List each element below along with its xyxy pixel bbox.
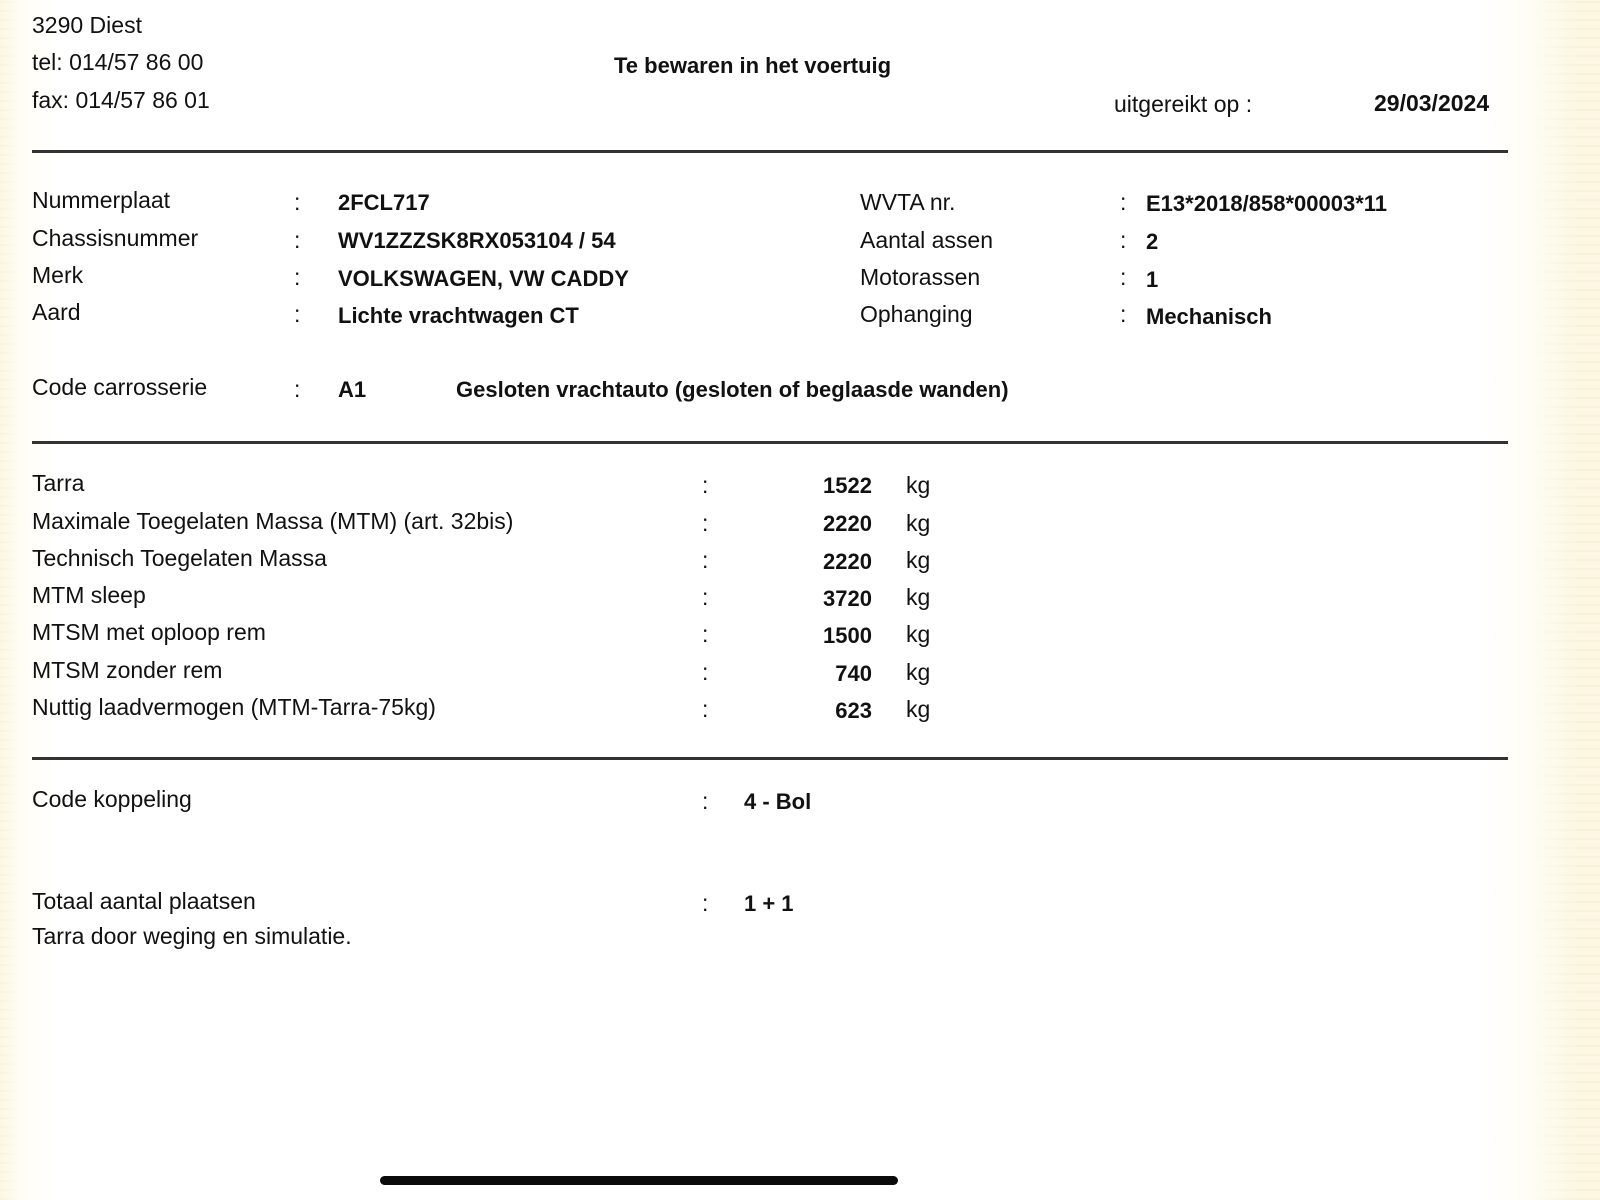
separator: :: [702, 696, 709, 722]
fax: fax: 014/57 86 01: [32, 87, 210, 113]
separator: :: [294, 264, 301, 290]
separator: :: [702, 510, 709, 536]
issued-date: 29/03/2024: [1374, 90, 1490, 116]
make-value: VOLKSWAGEN, VW CADDY: [338, 266, 629, 291]
chassis-value: WV1ZZZSK8RX053104 / 54: [338, 228, 616, 253]
mass-unit: kg: [906, 584, 931, 610]
seats-value: 1 + 1: [744, 891, 794, 916]
plate-label: Nummerplaat: [32, 187, 171, 213]
separator: :: [1120, 301, 1127, 327]
divider: [32, 150, 1508, 153]
separator: :: [1120, 189, 1127, 215]
mass-unit: kg: [906, 696, 931, 722]
mass-unit: kg: [906, 659, 931, 685]
axles-label: Aantal assen: [860, 227, 993, 253]
mass-value: 3720: [823, 586, 872, 611]
separator: :: [702, 472, 709, 498]
separator: :: [294, 189, 301, 215]
separator: :: [294, 227, 301, 253]
separator: :: [702, 547, 709, 573]
mass-value: 2220: [823, 549, 872, 574]
mass-label: MTSM met oploop rem: [32, 619, 266, 645]
mass-value: 2220: [823, 511, 872, 536]
body-code-description: Gesloten vrachtauto (gesloten of beglaasde wanden): [456, 377, 1009, 402]
coupling-label: Code koppeling: [32, 786, 192, 812]
body-code-label: Code carrosserie: [32, 374, 208, 400]
mass-label: MTSM zonder rem: [32, 657, 223, 683]
separator: :: [702, 621, 709, 647]
mass-unit: kg: [906, 547, 931, 573]
home-indicator[interactable]: [380, 1176, 898, 1185]
tare-note: Tarra door weging en simulatie.: [32, 923, 352, 949]
divider: [32, 441, 1508, 444]
separator: :: [1120, 264, 1127, 290]
plate-value: 2FCL717: [338, 190, 430, 215]
seats-label: Totaal aantal plaatsen: [32, 888, 256, 914]
separator: :: [702, 659, 709, 685]
mass-value: 740: [835, 661, 872, 686]
separator: :: [702, 890, 709, 916]
axles-value: 2: [1146, 229, 1159, 254]
mass-value: 1500: [823, 623, 872, 648]
suspension-label: Ophanging: [860, 301, 973, 327]
drive-axles-label: Motorassen: [860, 264, 981, 290]
suspension-value: Mechanisch: [1146, 304, 1272, 329]
body-code-value: A1: [338, 377, 367, 402]
divider: [32, 757, 1508, 760]
separator: :: [1120, 227, 1127, 253]
wvta-label: WVTA nr.: [860, 189, 956, 215]
separator: :: [294, 301, 301, 327]
mass-unit: kg: [906, 472, 931, 498]
issued-label: uitgereikt op :: [1114, 91, 1253, 117]
mass-value: 1522: [823, 473, 872, 498]
mass-label: MTM sleep: [32, 582, 146, 608]
type-label: Aard: [32, 299, 81, 325]
mass-label: Nuttig laadvermogen (MTM-Tarra-75kg): [32, 694, 436, 720]
chassis-label: Chassisnummer: [32, 225, 199, 251]
telephone: tel: 014/57 86 00: [32, 49, 204, 75]
mass-unit: kg: [906, 510, 931, 536]
mass-label: Maximale Toegelaten Massa (MTM) (art. 32bis): [32, 508, 514, 534]
drive-axles-value: 1: [1146, 267, 1159, 292]
mass-value: 623: [835, 698, 872, 723]
mass-unit: kg: [906, 621, 931, 647]
make-label: Merk: [32, 262, 84, 288]
wvta-value: E13*2018/858*00003*11: [1146, 191, 1388, 216]
separator: :: [294, 376, 301, 402]
address: 3290 Diest: [32, 12, 142, 38]
document-title: Te bewaren in het voertuig: [614, 53, 892, 78]
coupling-value: 4 - Bol: [744, 789, 812, 814]
separator: :: [702, 788, 709, 814]
mass-label: Tarra: [32, 470, 85, 496]
mass-label: Technisch Toegelaten Massa: [32, 545, 327, 571]
separator: :: [702, 584, 709, 610]
type-value: Lichte vrachtwagen CT: [338, 303, 579, 328]
